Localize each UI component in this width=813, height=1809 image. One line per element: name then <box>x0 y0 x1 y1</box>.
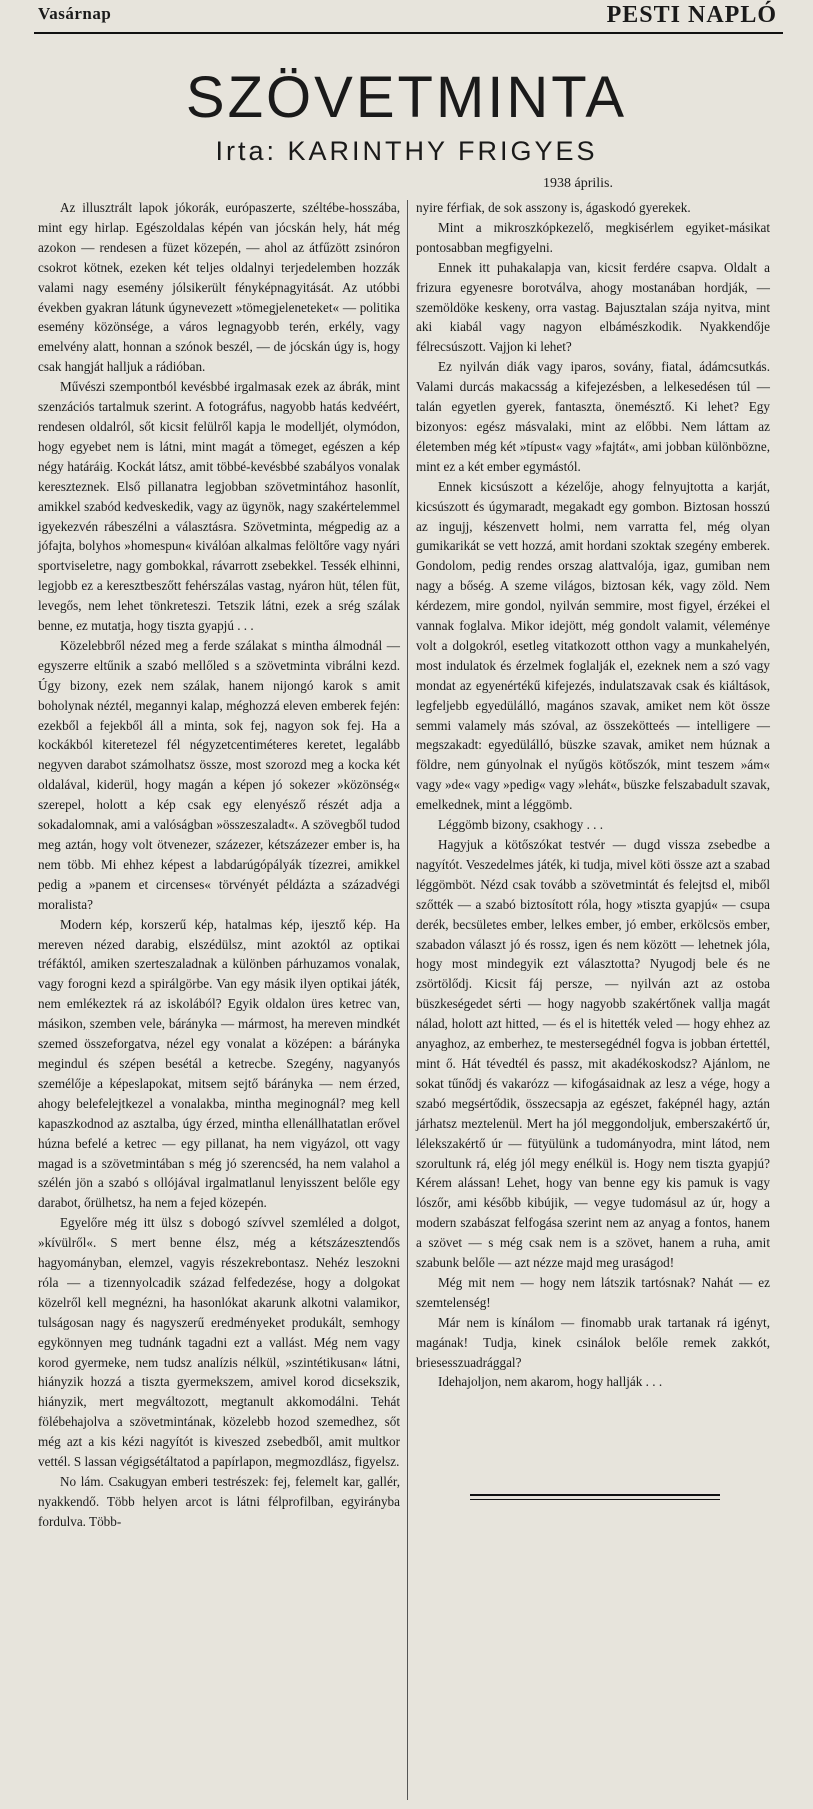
end-rule <box>470 1494 720 1496</box>
paragraph: Egyelőre még itt ülsz s dobogó szívvel szemléled a dolgot, »kívülről«. S mert benne élsz, még a kétszázesztendős hagyományban, elemzel, vagyis részekrebontasz. Nehéz leszokni róla — a tizennyolcadik század felfedezése, hogy a dolgokat közelről kell megnézni, ha hasonlókat akarunk alkotni valamikor, tulságosan nagy és nagyszerű eredményeket produkált, semhogy egykönnyen meg tudnánk tagadni ezt a vallást. Még nem vagy korod gyermeke, nem tudsz analízis nélkül, »szintétikusan« látni, hiányzik hozzá a tiszta gyermekszem, amivel korod dicsekszik, hiányzik, mert megváltozott, megtanult akkomodálni. Tehát fölébehajolva a szövetmintának, közelebb hozod szemedhez, sőt még azt a kis kézi nagyítót is kiveszed zsebedből, amit multkor vettél. S lassan végigsétáltatod a papírlapon, megmozdlász, figyelsz. <box>38 1215 400 1470</box>
paragraph: nyire férfiak, de sok asszony is, ágaskodó gyerekek. <box>416 200 691 215</box>
paragraph: Mint a mikroszkópkezelő, megkisérlem egyiket-másikat pontosabban megfigyelni. <box>416 219 770 255</box>
paragraph: Modern kép, korszerű kép, hatalmas kép, ijesztő kép. Ha mereven nézed darabig, elszédülsz, mint azoktól az optikai tréfáktól, amiken szerteszaladnak a különben párhuzamos vonalak, vagy forogni kezd a spirálgörbe. Van egy másik ilyen optikai játék, nem emlékeztek rá az iskolából? Egyik oldalon üres ketrec van, másikon, szemben vele, báránykа — mármost, ha mereven mindkét szemed összeforgatva, nézel egy vonalat a középen: a bárányka megindul és szépen besétál a ketrecbe. Szegény, nagyanyós személője a képeslapokat, mitsem sejtő bárányka — nem érzed, ahogy belefelejtkezel a vonalakba, mintha meginognál? meg kell kapaszkodnod az asztalba, úgy érzed, mintha ellenállhatatlan erővel húzna befelé a ketrec — egy pillanat, ha nem vigyázol, ott vagy magad is a szövetmintában s még jó szerencséd, ha nem valahol a szélén jön a szabó s ollójával irgalmatlanul lenyisszent belőle egy darabot, őrülhetsz, ha nem a fejed közepén. <box>38 916 400 1211</box>
paragraph: Idehajoljon, nem akarom, hogy hallják . . . <box>438 1374 663 1390</box>
header-day: Vasárnap <box>38 4 112 23</box>
paragraph: Léggömb bizony, csakhogy . . . <box>438 817 604 833</box>
left-column <box>38 198 400 1532</box>
header-rule <box>34 32 783 34</box>
right-column <box>416 198 770 1392</box>
article-title: SZÖVETMINTA <box>185 65 628 130</box>
paragraph: Ez nyilván diák vagy iparos, sovány, fiatal, ádámcsutkás. Valami durcás makacsság a kifejezésben, a lelkesedésen túl — talán egyetlen gyerek, fantaszta, önemésztő. Ki lehet? Egy bizonyos: egész másvalaki, mint az előbbi. Nem láttam az életemben még két »típust« vagy »fajtát«, ami jobban különbözne, mint ez a két ember egymástól. <box>416 359 770 474</box>
paragraph: Művészi szempontból kevésbbé irgalmasak ezek az ábrák, mint szenzációs tartalmuk szerint. A fotográfus, nagyobb hatás kedvéért, rendesen oldalról, sőt kicsit felülről kapja le modelljét, olymódon, hogy egyebet nem is látni, mint magát a tömeget, egészen a kép négy határáig. Kockát látsz, amit többé-kevésbbé szabályos vonalak kereszteznek. Első pillanatra legjobban szövetmintához hasonlít, amikkel szabód kedveskedik, vagy az ügynök, nagy szakértelemmel igyekezvén rábeszélni a választásra. Szövetminta, mégpedig az a jófajta, bolyhos »homespun« kiválóan alkalmas felöltőre vagy nyári sportviseletre, nagy gombokkal, rávarrott zsebekkel. Tessék elhinni, legjobb ez a keresztbeszőtt fehérszálas vastag, nyáron hüt, télen füt, levegős, nem lehet tönkreteszi. Tetszik látni, ezek a srég szálak benne, ez mutatja, hogy tiszta gyapjú . . . <box>38 379 400 634</box>
paragraph: Hagyjuk a kötőszókat testvér — dugd vissza zsebedbe a nagyítót. Veszedelmes játék, ki tudja, mivel köti össze azt a szabad léggömböt. Nézd csak tovább a szövetmintát és felejtsd el, miből szőtték — a szabó biztosított róla, hogy »tiszta gyapjú« — csupa derék, becsületes ember, lelkes ember, jó ember, erkölcsös ember, szabadon választ jó és rossz, igen és nem között — lehetnek jóla, hogy most mindegyik ezt választotta? Nyugodj bele és ne zsörtölődj. Kicsit fáj persze, — nyilván azt az ostoba büszkeségedet sérti — hogy nagyobb szakértőnek vallja magát nálad, holott azt hitted, — és el is hitették veled — hogy ehhez az anyaghoz, az emberhez, te mestersegédnél fogva is jobban értettél, mint ő. Hát tévedtél és passz, mit akadékoskodsz? Ajánlom, ne sokat tűnődj és vakarózz — kifogásaidnak az lesz a vége, hogy a szabó megsértődik, összecsapja az egészet, faképnél hagy, aztán járhatsz meztelenül. Mert ha jól meggondoljuk, emberszakértő úr, lélekszakértő úr — fütyülünk a tudományodra, mint látod, nem szorultunk rá, elég jól megy enélkül is. Hogy nem tiszta gyapjú? Kérem alássan! Lehet, hogy van benne egy kis pamuk is vagy lószőr, ami később kibújik, — vegye tudomásul az úr, hogy a modern szabászat felfogása szerint nem az anyag a fontos, hanem a szövet — s még csak nem is a szövet, hanem a ruha, amit szabunk belőle — azt nézze majd meg uraságod! <box>416 837 770 1271</box>
article-byline: Irta: KARINTHY FRIGYES <box>215 136 598 166</box>
column-divider <box>407 200 408 1800</box>
article-date: 1938 április. <box>543 176 613 191</box>
paragraph: Még mit nem — hogy nem látszik tartósnak? Nahát — ez szemtelenség! <box>416 1274 770 1310</box>
end-rule-thin <box>470 1499 720 1500</box>
paragraph: Ennek kicsúszott a kézelője, ahogy felnyujtotta a karját, kicsúszott és úgymaradt, megakadt egy gombon. Biztosan hosszú az ingujj, készenvett holmi, nem varratta fel, még olyan gumikarikát se vett hozzá, amit hordani szoktak szegény emberek. Gondolom, pedig rendes orszag alattvalója, igaz, gumiban nem nagy a bőség. A szeme világos, biztosan kék, vagy zöld. Nem kérdezem, mire gondol, nyilván semmire, most figyel, érzékei el vannak foglalva. Mikor idejött, még gondolt valamit, véleménye volt a dolgokról, esetleg vitatkozott otthon vagy a munkahelyén, most indulatok és érzelmek foglalják el, ezeknek nem a szó vagy mondat az egyenértékű kifejezés, indulatszavak csak és kiáltások, legfeljebb egyedülálló, magános szavak, amiket nem köt össze semmi valamely más szóval, az összekötteés — intelligere — megszakadt: egyedülálló, büszke szavak, amiket nem húznak a földre, nem gúnyolnak el nyűgös kötőszók, mint teszem »ám« vagy »de« vagy »pedig« vagy »lehát«, büszke felszabadult szavak, emelkednek, mint a léggömb. <box>416 478 770 813</box>
newspaper-name: PESTI NAPLÓ <box>606 2 777 28</box>
paragraph: Közelebbről nézed meg a ferde szálakat s mintha álmodnál — egyszerre eltűnik a szabó mellőled s a szövetminta vibrálni kezd. Úgy bizony, ezek nem szálak, hanem nijongó karok s amit boholynak néztél, megannyi kalap, méghozzá eleven emberek fején: ezekből a fejekből áll a minta, sok fej, nagyon sok fej. Ha a kockákból kiteretezel fél négyzetcentiméteres keretet, legalább negyven darabot számolhatsz össze, most szorozd meg a kocka két oldalával, kiderül, hogy magán a képen jó sokezer »közönség« szerepel, holott a kép csak egy elenyésző részét adja a sokadalomnak, ami a valóságban »összeszaladt«. A szövegből tudod meg aztán, hogy volt ötvenezer, százezer, kétszázezer ember is, ha nem több. Mi ehhez képest a labdarúgópályák tízezrei, amikkel pedig a »panem et circenses« törvényét példázta a századvégi moralista? <box>38 637 400 912</box>
paragraph: No lám. Csakugyan emberi testrészek: fej, felemelt kar, gallér, nyakkendő. Több helyen arcot is látni félprofilban, egyirányba fordulva. Több- <box>38 1474 400 1529</box>
paragraph: Már nem is kínálom — finomabb urak tartanak rá igényt, magának! Tudja, kinek csinálok belőle remek zakkót, briesesszuadrággal? <box>416 1314 770 1370</box>
paragraph: Ennek itt puhakalapja van, kicsit ferdére csapva. Oldalt a frizura egyenesre borotválva, ahogy mostanában hordják, — szemöldöke keskeny, orra vastag. Bajusztalan szája nyitva, mint aki kiabál vagy nagyon elbámészkodik. Nyakkendője félrecsúszott. Vajjon ki lehet? <box>416 259 770 355</box>
paragraph: Az illusztrált lapok jókorák, európaszerte, széltébe-hosszába, mint egy hirlap. Egészoldalas képén van jócskán hely, hát még azokon — rendesen a füzet közepén, — ahol az átfűzött zsinóron csokrot kötnek, ezeken két teljes oldalnyi terjedelemben hozzák valami nagy esemény jólsikerült fényképnagyitását. Az utóbbi években gyakran látunk úgynevezett »tömegjeleneteket« — politika esemény közönsége, a város legnagyobb terén, erkély, vagy emelvény alatt, honnan a szónok beszél, — de jócskán úgy is, hogy csak hangját halljuk a rádióban. <box>38 200 400 375</box>
